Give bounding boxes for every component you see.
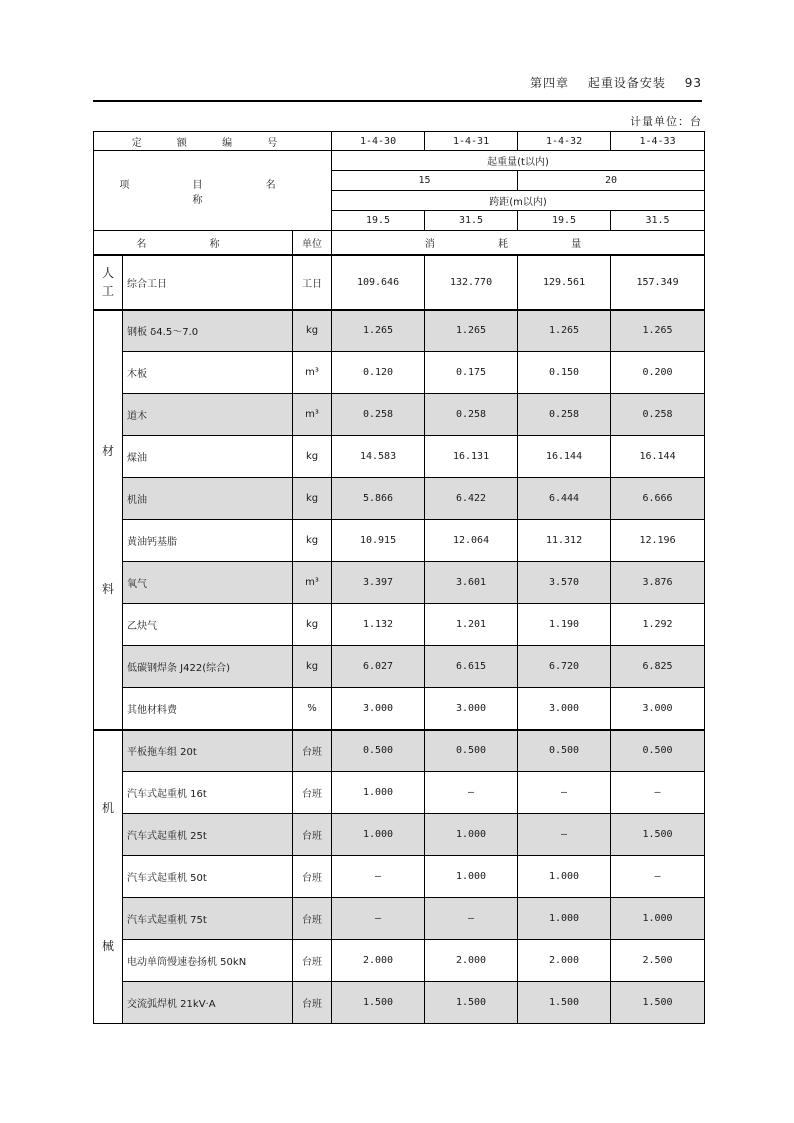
- value-cell: 0.258: [611, 394, 705, 436]
- item-unit: m³: [293, 394, 332, 436]
- span-value: 19.5: [332, 211, 425, 231]
- category-machines: [94, 730, 123, 1024]
- value-cell: 6.027: [332, 646, 425, 688]
- item-name: 机油: [123, 478, 293, 520]
- value-cell: 6.615: [425, 646, 518, 688]
- value-cell: 1.000: [611, 898, 705, 940]
- span-value: 31.5: [425, 211, 518, 231]
- value-cell: 6.422: [425, 478, 518, 520]
- value-cell: 3.000: [611, 688, 705, 730]
- value-cell: 1.500: [518, 982, 611, 1024]
- running-header: [516, 74, 702, 91]
- item-name: 汽车式起重机 75t: [123, 898, 293, 940]
- value-cell: 16.131: [425, 436, 518, 478]
- item-unit: m³: [293, 352, 332, 394]
- item-unit: 台班: [293, 856, 332, 898]
- table-row: [94, 982, 705, 1024]
- quota-table: [93, 131, 705, 1024]
- table-row: [94, 772, 705, 814]
- value-cell: 3.601: [425, 562, 518, 604]
- item-name: 平板拖车组 20t: [123, 730, 293, 772]
- value-cell: 1.500: [611, 982, 705, 1024]
- item-name: 木板: [123, 352, 293, 394]
- item-unit: 台班: [293, 814, 332, 856]
- item-unit: 台班: [293, 730, 332, 772]
- value-cell: 2.000: [425, 940, 518, 982]
- category-labor: [94, 255, 123, 310]
- value-cell: 0.258: [425, 394, 518, 436]
- value-cell: 1.000: [332, 814, 425, 856]
- value-cell: 1.500: [425, 982, 518, 1024]
- value-cell: 0.500: [332, 730, 425, 772]
- value-cell: —: [611, 856, 705, 898]
- item-unit: 台班: [293, 940, 332, 982]
- lift-capacity-value: 20: [518, 171, 705, 191]
- table-row: [94, 520, 705, 562]
- value-cell: 3.000: [425, 688, 518, 730]
- value-cell: 0.500: [518, 730, 611, 772]
- item-unit: %: [293, 688, 332, 730]
- value-cell: 3.000: [518, 688, 611, 730]
- item-name: 乙炔气: [123, 604, 293, 646]
- item-unit: m³: [293, 562, 332, 604]
- span-label: 跨距(m以内): [332, 191, 705, 211]
- item-unit: kg: [293, 310, 332, 352]
- category-char: 材: [101, 443, 114, 458]
- item-name: 黄油钙基脂: [123, 520, 293, 562]
- item-name: 钢板 δ4.5～7.0: [123, 310, 293, 352]
- value-cell: —: [425, 898, 518, 940]
- value-cell: 5.866: [332, 478, 425, 520]
- item-name: 氧气: [123, 562, 293, 604]
- value-cell: 0.258: [518, 394, 611, 436]
- value-cell: 1.132: [332, 604, 425, 646]
- value-cell: 1.000: [518, 856, 611, 898]
- item-name: 低碳钢焊条 J422(综合): [123, 646, 293, 688]
- category-char: 械: [101, 938, 114, 953]
- value-cell: 1.500: [332, 982, 425, 1024]
- value-cell: 12.064: [425, 520, 518, 562]
- col-name-header: [94, 231, 293, 255]
- category-char: 人工: [102, 266, 115, 298]
- value-cell: 1.000: [425, 814, 518, 856]
- item-unit: kg: [293, 478, 332, 520]
- col-consumption-label: 消 耗 量: [424, 238, 612, 250]
- item-name: 电动单筒慢速卷扬机 50kN: [123, 940, 293, 982]
- lift-capacity-label: 起重量(t以内): [332, 151, 705, 171]
- section-title: 起重设备安装: [587, 76, 666, 90]
- value-cell: 1.265: [425, 310, 518, 352]
- quota-label-cell: [94, 132, 332, 151]
- table-row: [94, 898, 705, 940]
- value-cell: —: [611, 772, 705, 814]
- value-cell: 109.646: [332, 255, 425, 310]
- item-unit: kg: [293, 604, 332, 646]
- table-row: [94, 562, 705, 604]
- table-row: [94, 310, 705, 352]
- category-materials: [94, 310, 123, 730]
- item-name: 交流弧焊机 21kV·A: [123, 982, 293, 1024]
- category-char: 机: [101, 800, 114, 815]
- value-cell: —: [332, 898, 425, 940]
- col-consumption-header: [332, 231, 705, 255]
- lift-capacity-value: 15: [332, 171, 518, 191]
- value-cell: 129.561: [518, 255, 611, 310]
- value-cell: 0.175: [425, 352, 518, 394]
- code-cell: 1-4-32: [518, 132, 611, 151]
- table-row: [94, 730, 705, 772]
- value-cell: 3.397: [332, 562, 425, 604]
- value-cell: 11.312: [518, 520, 611, 562]
- value-cell: 3.570: [518, 562, 611, 604]
- value-cell: 0.200: [611, 352, 705, 394]
- code-cell: 1-4-31: [425, 132, 518, 151]
- value-cell: 6.825: [611, 646, 705, 688]
- value-cell: 6.666: [611, 478, 705, 520]
- item-name: 煤油: [123, 436, 293, 478]
- item-unit: 台班: [293, 982, 332, 1024]
- value-cell: 3.000: [332, 688, 425, 730]
- value-cell: 0.500: [425, 730, 518, 772]
- value-cell: 1.190: [518, 604, 611, 646]
- table-row: [94, 646, 705, 688]
- value-cell: 0.150: [518, 352, 611, 394]
- page-number: 93: [684, 76, 702, 90]
- value-cell: 0.500: [611, 730, 705, 772]
- table-row: [94, 255, 705, 310]
- value-cell: 1.265: [518, 310, 611, 352]
- value-cell: 1.500: [611, 814, 705, 856]
- value-cell: 16.144: [518, 436, 611, 478]
- value-cell: —: [518, 772, 611, 814]
- item-name-label: 项 目 名 称: [119, 179, 306, 206]
- value-cell: 157.349: [611, 255, 705, 310]
- value-cell: 1.000: [332, 772, 425, 814]
- value-cell: —: [518, 814, 611, 856]
- value-cell: 132.770: [425, 255, 518, 310]
- table-row: [94, 688, 705, 730]
- table-row: [94, 352, 705, 394]
- value-cell: 2.000: [518, 940, 611, 982]
- value-cell: 1.000: [425, 856, 518, 898]
- col-unit-header: 单位: [293, 231, 332, 255]
- value-cell: 14.583: [332, 436, 425, 478]
- value-cell: —: [425, 772, 518, 814]
- table-row: [94, 856, 705, 898]
- value-cell: 10.915: [332, 520, 425, 562]
- item-name: 道木: [123, 394, 293, 436]
- item-unit: kg: [293, 436, 332, 478]
- category-char: 料: [101, 581, 114, 596]
- value-cell: 16.144: [611, 436, 705, 478]
- code-cell: 1-4-33: [611, 132, 705, 151]
- value-cell: 0.120: [332, 352, 425, 394]
- quota-label: 定 额 编 号: [131, 137, 294, 149]
- value-cell: 1.265: [611, 310, 705, 352]
- item-unit: 台班: [293, 772, 332, 814]
- item-name: 汽车式起重机 16t: [123, 772, 293, 814]
- chapter-label: 第四章: [530, 76, 570, 90]
- value-cell: 2.000: [332, 940, 425, 982]
- item-unit: 台班: [293, 898, 332, 940]
- value-cell: 3.876: [611, 562, 705, 604]
- item-unit: 工日: [293, 255, 332, 310]
- item-name: 综合工日: [123, 255, 293, 310]
- code-cell: 1-4-30: [332, 132, 425, 151]
- table-row: [94, 394, 705, 436]
- value-cell: 1.292: [611, 604, 705, 646]
- item-unit: kg: [293, 520, 332, 562]
- value-cell: —: [332, 856, 425, 898]
- value-cell: 1.000: [518, 898, 611, 940]
- value-cell: 2.500: [611, 940, 705, 982]
- col-name-label: 名 称: [136, 238, 250, 250]
- span-value: 19.5: [518, 211, 611, 231]
- value-cell: 6.444: [518, 478, 611, 520]
- value-cell: 6.720: [518, 646, 611, 688]
- item-name: 汽车式起重机 50t: [123, 856, 293, 898]
- item-name: 汽车式起重机 25t: [123, 814, 293, 856]
- value-cell: 1.201: [425, 604, 518, 646]
- table-row: [94, 478, 705, 520]
- span-value: 31.5: [611, 211, 705, 231]
- table-row: [94, 814, 705, 856]
- item-unit: kg: [293, 646, 332, 688]
- item-name-cell: [94, 151, 332, 231]
- item-name: 其他材料费: [123, 688, 293, 730]
- unit-note: 计量单位：台: [630, 115, 702, 128]
- table-row: [94, 940, 705, 982]
- table-row: [94, 436, 705, 478]
- table-row: [94, 604, 705, 646]
- value-cell: 12.196: [611, 520, 705, 562]
- value-cell: 0.258: [332, 394, 425, 436]
- header-rule: [93, 100, 702, 102]
- value-cell: 1.265: [332, 310, 425, 352]
